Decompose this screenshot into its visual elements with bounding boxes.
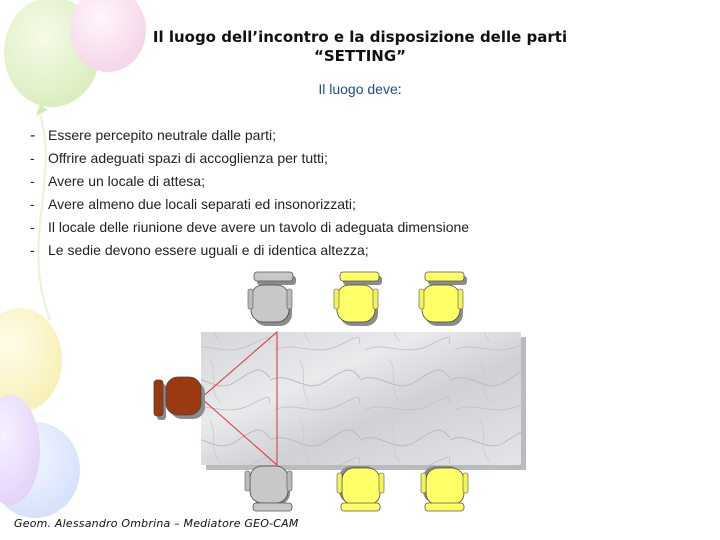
list-item-text: Essere percepito neutrale dalle parti; <box>48 127 277 143</box>
section-heading-colon: : <box>397 81 402 97</box>
author-footer: Geom. Alessandro Ombrina – Mediatore GEO-CAM <box>14 517 299 530</box>
list-item-text: Le sedie devono essere uguali e di identica altezza; <box>48 242 369 258</box>
chair-yellow-top <box>419 272 467 326</box>
list-item-text: Offrire adeguati spazi di accoglienza per tutti; <box>48 150 328 166</box>
chair-yellow-bottom <box>421 466 468 511</box>
chair-yellow-top <box>334 272 382 326</box>
list-item-text: Il locale delle riunione deve avere un tavolo di adeguata dimensione <box>48 219 470 235</box>
slide-title: Il luogo dell’incontro e la disposizione delle parti <box>152 28 568 46</box>
slide-title-setting: “SETTING” <box>313 47 407 65</box>
section-heading-text: Il luogo deve <box>318 81 398 97</box>
meeting-table <box>201 332 526 470</box>
chair-gray-top <box>248 272 296 326</box>
bullet-dash: - <box>30 127 36 144</box>
chair-yellow-bottom <box>337 466 384 511</box>
bullet-dash: - <box>30 242 35 258</box>
chair-brown-head <box>154 377 205 420</box>
bullet-dash: - <box>30 173 35 189</box>
list-item-text: Avere almeno due locali separati ed insonorizzati; <box>48 196 356 212</box>
bullet-dash: - <box>30 219 35 235</box>
bullet-dash: - <box>30 196 35 212</box>
bullet-dash: - <box>30 150 35 166</box>
chair-gray-bottom <box>245 466 292 511</box>
list-item-text: Avere un locale di attesa; <box>48 173 205 189</box>
